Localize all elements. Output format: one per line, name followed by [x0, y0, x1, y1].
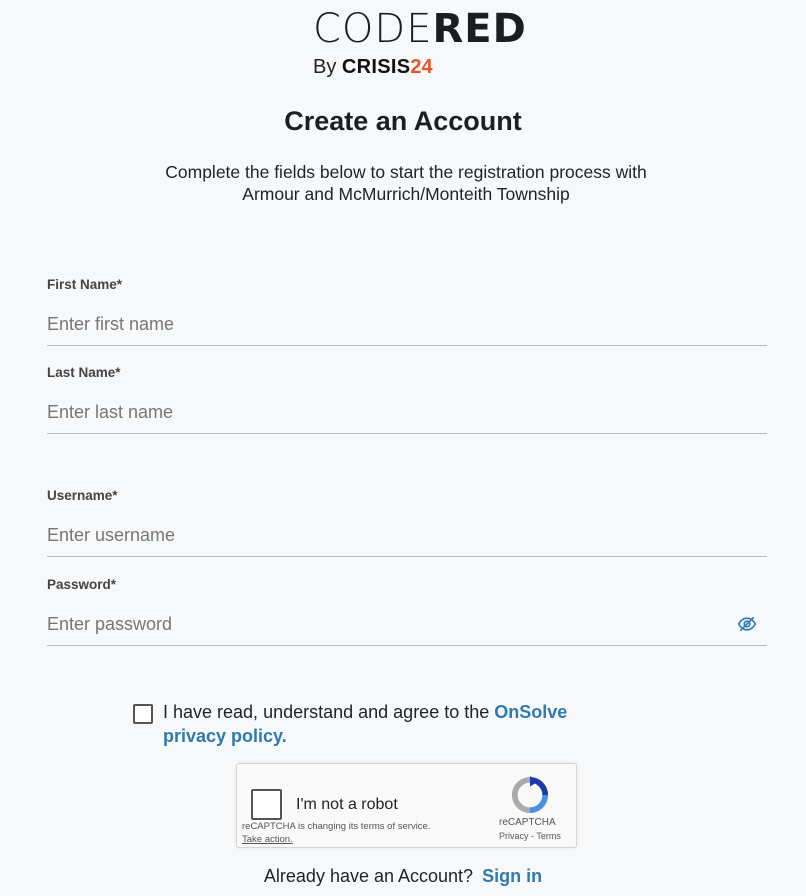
password-label: Password*: [47, 577, 117, 592]
page-title: Create an Account: [284, 106, 522, 136]
username-input[interactable]: [47, 525, 767, 557]
last-name-field: [47, 365, 767, 435]
first-name-field: [47, 277, 767, 347]
password-field: [47, 577, 767, 648]
privacy-agreement-label: I have read, understand and agree to the: [163, 702, 495, 722]
signin-link[interactable]: Sign in: [482, 866, 543, 886]
privacy-agreement-text: [163, 700, 633, 748]
privacy-policy-link[interactable]: OnSolve privacy policy.: [163, 702, 568, 746]
first-name-label: First Name*: [47, 277, 123, 292]
username-label: Username*: [47, 488, 118, 503]
eye-slash-icon[interactable]: [737, 614, 757, 634]
signin-text: Already have an Account?: [263, 866, 474, 886]
recaptcha-take-action-link[interactable]: Take action.: [242, 834, 293, 845]
last-name-label: Last Name*: [47, 365, 121, 380]
codered-logo: [313, 6, 527, 80]
logo-wordmark: [313, 6, 527, 52]
intro-text: Complete the fields below to start the registration process with Armour and McMurrich/Monteith Township: [165, 162, 647, 204]
recaptcha-label: I'm not a robot: [296, 796, 398, 813]
logo-code: CODE: [313, 6, 433, 52]
recaptcha-checkbox[interactable]: [251, 789, 282, 820]
recaptcha-widget: [236, 763, 577, 848]
last-name-input[interactable]: [47, 402, 767, 434]
signin-prompt: [0, 866, 806, 887]
first-name-input[interactable]: [47, 314, 767, 346]
recaptcha-brand: reCAPTCHA: [499, 817, 556, 828]
logo-number: 24: [410, 56, 433, 78]
username-field: [47, 488, 767, 559]
logo-crisis: CRISIS: [341, 56, 411, 78]
logo-by: By: [313, 56, 342, 78]
password-input[interactable]: [47, 614, 767, 646]
recaptcha-logo-icon: [511, 776, 549, 814]
logo-red: RED: [432, 6, 527, 52]
privacy-checkbox[interactable]: [133, 704, 153, 724]
recaptcha-change-notice: reCAPTCHA is changing its terms of service.: [242, 821, 431, 832]
logo-byline: [313, 56, 433, 78]
recaptcha-terms[interactable]: Privacy - Terms: [499, 831, 561, 841]
